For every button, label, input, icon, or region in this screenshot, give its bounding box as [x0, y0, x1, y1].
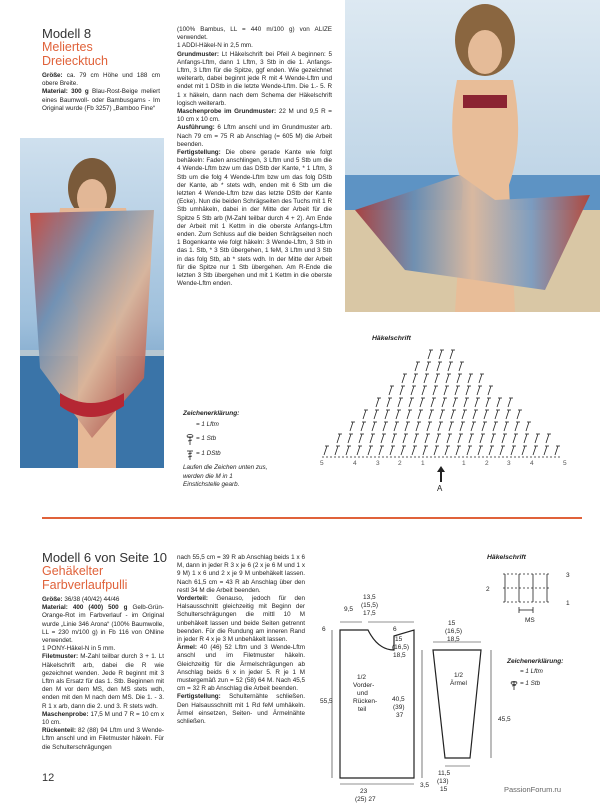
section-separator [42, 517, 582, 519]
model6-subtitle-line1: Gehäkelter [42, 564, 104, 578]
model6-body-left-height: 55,5 [320, 698, 333, 705]
model8-col2-para: Maschenprobe im Grundmuster: 22 M und 9,5 R = 10 cm x 10 cm. [177, 108, 332, 124]
chain-stitch-icon [186, 425, 194, 429]
model8-subtitle-line1: Meliertes [42, 40, 93, 54]
model6-body-top-width2: (15,5) [361, 602, 378, 609]
model8-col1-text [42, 72, 160, 113]
chain-stitch-icon [510, 672, 518, 676]
model6-body-side-shoulder3: 18,5 [393, 652, 406, 659]
model8-col2-para: Fertigstellung: Die obere gerade Kante wie folgt behäkeln: Faden anschlingen, 3 Lftm und 5 Stb um die 4 Wende-Lftm bzw um das DStb der Kante, * 1 Lftm, 3 Stb um die folg 4 Wende-Lftm bzw um das folg DStb der Kante, ab * stets wdh, enden mit 6 Stb um die letzten 4 Wende-Lftm bzw das letzte DStb der Kante (Ecke). Nun die beiden Schrägseiten des Tuchs mit 1 R Stb umhäkeln, dabei in der Mitte der Arbeit für die Spitze 5 Stb arb (M-Zahl teilbar durch 4 + 2). Am Ende der Arbeit mit 1 Kettm in die oberste Anfangs-Lftm enden. Zum Schluss auf die beiden Schrägseiten noch 1 Bogenkante wie folgt häkeln: 3 Wende-Lftm, 3 Stb in das 1. Stb, * 3 Stb übergehen, 1 feM, 3 Lftm und 3 Stb in das folg Stb, ab * stets wdh. In der Mitte der Arbeit für die Spitze nur 1 Stb übergehen. Am R-Ende die letzten 3 Stb übergehen und mit 1 Kettm in die oberste Wende-Lftm enden. [177, 149, 332, 288]
model6-col2-para: Ärmel: 40 (46) 52 Lftm und 3 Wende-Lftm anschl und im Filetmuster häkeln. Gleichzeitig für die Ärmelschrägungen ab Anschlag beids 6 x in jeder 5. R je 1 M mustergemäß zun = 52 (58) 64 M. Nach 45,5 cm = 32 R ab Anschlag die Arbeit beenden. [177, 644, 305, 693]
model6-col1-para: Größe: 36/38 (40/42) 44/46 [42, 596, 120, 603]
model6-sleeve-top2: (16,5) [445, 628, 462, 635]
treble-crochet-icon [186, 448, 194, 459]
model8-row-number-right: 2 [485, 460, 489, 467]
model6-legend-item: = 1 Stb [520, 680, 541, 687]
model6-diagram-title: Häkelschrift [487, 554, 526, 561]
model8-photo-right-image [345, 0, 600, 312]
model6-sleeve-bottom2: (13) [437, 778, 449, 785]
model6-body-side-shoulder: 15 [395, 636, 403, 643]
model8-col1-para: Material: 300 g Blau-Rost-Beige meliert eines Baumwoll- oder Bambusgarns - Im Original wurde (Fb 3257) „Bamboo Fine“ [42, 88, 160, 112]
model6-sleeve-label: 1/2 [454, 672, 464, 679]
model6-title: Modell 6 von Seite 10 [42, 550, 168, 565]
model6-filet-diagram [495, 568, 565, 618]
model6-col1-para: Maschenprobe: 17,5 M und 7 R = 10 cm x 10 cm. [42, 710, 164, 727]
model6-sleeve-cuff: 3,5 [420, 782, 430, 789]
model6-sleeve-label: Ärmel [450, 680, 467, 687]
model6-diagram-row: 2 [486, 586, 490, 593]
model6-col2-para: Vorderteil: Genauso, jedoch für den Halsausschnitt gleichzeitig mit Beginn der Schulterschrägungen die mittl 10 M unbehäkelt lassen und beide Seiten getrennt beenden. Für die Rundung am inneren Rand in jeder R 4 x je 3 M unbehäkelt lassen. [177, 595, 305, 644]
model6-sleeve-height: 45,5 [498, 716, 511, 723]
model6-body-schematic [310, 600, 440, 790]
model6-col1-para: 1 PONY-Häkel-N in 5 mm. [42, 645, 116, 653]
model6-body-side-height: 40,5 [392, 696, 405, 703]
model6-body-label: 1/2 [357, 674, 367, 681]
model6-col1-para: Material: 400 (400) 500 g Gelb-Grün-Orange-Rot im Farbverlauf - im Original wurde „Linie 346 Arona“ (100% Baumwolle, LL = 230 m/100 g) in Fb 116 von ONline verwendet. [42, 604, 165, 645]
model6-diagram-row: 1 [566, 600, 570, 607]
model8-row-number-left: 2 [398, 460, 402, 467]
model6-body-label: Rücken- [353, 698, 378, 705]
model8-legend-item: = 1 Lftm [196, 421, 219, 428]
model8-legend-item: = 1 DStb [196, 450, 221, 457]
model6-body-label: teil [358, 706, 367, 713]
model6-col1-para: Rückenteil: 82 (88) 94 Lftm und 3 Wende-Lftm anschl und im Filetmuster häkeln. Für die Schulterschrägungen [42, 727, 164, 751]
model8-row-number-left: 4 [353, 460, 357, 467]
model6-legend-title: Zeichenerklärung: [507, 658, 564, 665]
model6-body-shoulder: 9,5 [344, 606, 354, 613]
model6-section [0, 520, 600, 803]
model8-col2-para: Ausführung: 6 Lftm anschl und im Grundmuster arb. Nach 79 cm = 75 R ab Anschlag (= 605 M) die Arbeit beenden. [177, 124, 332, 148]
model6-body-bottom-width: 23 [360, 788, 368, 795]
model6-body-neck-drop: 6 [393, 626, 397, 633]
model8-row-number-right: 3 [507, 460, 511, 467]
model8-row-number-left: 5 [320, 460, 324, 467]
model8-col2-para: 1 ADDI-Häkel-N in 2,5 mm. [177, 42, 253, 50]
model6-sleeve-bottom3: 15 [440, 786, 448, 793]
model6-body-label: Vorder- [353, 682, 375, 689]
model6-subtitle-line2: Farbverlaufpulli [42, 578, 128, 592]
model6-col2-text [177, 554, 305, 726]
model8-col2-para: Grundmuster: Lt Häkelschrift bei Pfeil A beginnen: 5 Anfangs-Lftm, dann 1 Lftm, 3 Stb in die 1. Anfangs-Lftm, 3 Lftm für die Spitze, ggf enden. Wie gezeichnet weiterarb, dabei beginnt jede R mit 4 Wende-Lftm und endet mit 1 DStb in die letzte Wende-Lftm. Die 1.- 5. R 1 x häkeln, dann nach dem Schema der Häkelschrift logisch weiterarb. [177, 50, 332, 107]
model6-diagram-ms: MS [525, 617, 535, 624]
model8-subtitle-line2: Dreiecktuch [42, 54, 108, 68]
page-number: 12 [42, 772, 55, 784]
model6-body-bottom-width2: (25) 27 [355, 796, 376, 803]
model6-sleeve-top: 15 [448, 620, 456, 627]
model8-photo-left-image [20, 138, 164, 468]
model6-sleeve-bottom: 11,5 [438, 770, 451, 777]
model8-legend-title: Zeichenerklärung: [183, 410, 240, 417]
model8-row-number-right: 4 [530, 460, 534, 467]
double-crochet-icon [186, 433, 194, 443]
model6-legend-item: = 1 Lftm [520, 668, 543, 675]
model8-legend-item: = 1 Stb [196, 435, 217, 442]
model8-crochet-diagram [312, 330, 580, 500]
model6-body-top-width: 13,5 [363, 594, 376, 601]
model8-row-number-right: 1 [462, 460, 466, 467]
model8-arrow-label: A [437, 484, 443, 493]
model6-body-top-width3: 17,5 [363, 610, 376, 617]
model6-sleeve-top3: 18,5 [447, 636, 460, 643]
model6-col1-text [42, 596, 164, 752]
model6-body-side-height2: (39) [393, 704, 405, 711]
model8-row-number-left: 3 [376, 460, 380, 467]
model6-body-side-height3: 37 [396, 712, 404, 719]
model8-diagram-title: Häkelschrift [372, 335, 411, 342]
watermark: PassionForum.ru [504, 785, 562, 794]
model8-row-number-left: 1 [421, 460, 425, 467]
model6-body-label: und [357, 690, 368, 697]
model8-photo-left [20, 138, 164, 468]
model6-col1-para: Filetmuster: M-Zahl teilbar durch 3 + 1. Lt Häkelschrift arb, dabei die R wie gezeichnet wenden. Jede R beginnt mit 3 Lftm als Ersatz für das 1. Stb. Beginnen mit den M vor dem MS, den MS stets wdh, enden mit den M nach dem MS. Die 1. - 3. R 1 x arb, dann die 2. und 3. R stets wdh. [42, 653, 164, 710]
model8-col1-para: Größe: ca. 79 cm Höhe und 188 cm obere Breite. [42, 72, 160, 88]
model6-col2-para: Fertigstellung: Schulternähte schließen. Den Halsausschnitt mit 1 Rd feM umhäkeln. Ärmel einsetzen, Seiten- und Ärmelnähte schließen. [177, 693, 305, 726]
model6-sleeve-schematic [425, 630, 515, 790]
model8-photo-right [345, 0, 600, 312]
model8-title: Modell 8 [42, 26, 92, 41]
model8-legend-note: Laufen die Zeichen unten zus, werden die M in 1 Einstichstelle gearb. [183, 464, 268, 488]
double-crochet-icon [510, 678, 518, 688]
model6-col2-para: nach 55,5 cm = 39 R ab Anschlag beids 1 x 6 M, dann in jeder R 3 x je 6 (2 x je 6 M und 1 x 9 M) 1 x 6 und 2 x je 9 M unbehäkelt lassen. Nach 61,5 cm = 43 R ab Anschlag über den restl 34 M die Arbeit beenden. [177, 554, 305, 594]
model8-col2-para: (100% Bambus, LL = 440 m/100 g) von ALIZE verwendet. [177, 26, 332, 42]
model6-body-side-shoulder2: (16,5) [392, 644, 409, 651]
model8-col2-text [177, 26, 332, 289]
model6-body-neck: 6 [322, 626, 326, 633]
arrow-up-icon [437, 466, 445, 482]
model6-diagram-row: 3 [566, 572, 570, 579]
model8-row-number-right: 5 [563, 460, 567, 467]
